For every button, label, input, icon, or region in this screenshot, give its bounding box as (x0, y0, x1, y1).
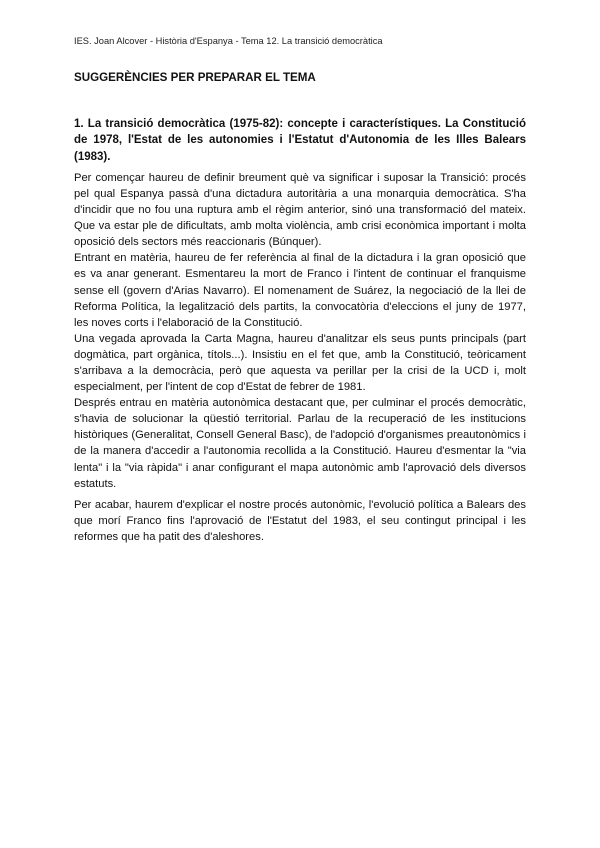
document-title: SUGGERÈNCIES PER PREPARAR EL TEMA (74, 71, 316, 84)
section-heading: 1. La transició democràtica (1975-82): concepte i característiques. La Constitució de 1978, l'Estat de les autonomies i l'Estatut d'Autonomia de les Illes Balears (1983). (74, 118, 526, 163)
running-header: IES. Joan Alcover - Història d'Espanya - Tema 12. La transició democràtica (74, 36, 383, 46)
paragraph-autonomies: Després entrau en matèria autonòmica destacant que, per culminar el procés democràtic, s'havia de solucionar la qüestió territorial. Parlau de la recuperació de les institucions històriques (Generalitat, Consell General Basc), de l'adopció d'organismes preautonòmics i de la manera d'accedir a l'autonomia recollida a la Constitució. Haureu d'esmentar la "via lenta" i la "via ràpida" i anar configurant el mapa autonòmic amb l'aprovació dels diversos estatuts. (74, 397, 526, 490)
paragraph-constitution: Una vegada aprovada la Carta Magna, haureu d'analitzar els seus punts principals (part dogmàtica, part orgànica, títols...). Insistiu en el fet que, amb la Constitució, teòricament s'arribava a la democràcia, però que aquesta va perillar per la crisi de la UCD i, molt especialment, per l'intent de cop d'Estat de febrer de 1981. (74, 332, 526, 394)
paragraph-balears: Per acabar, haurem d'explicar el nostre procés autonòmic, l'evolució política a Balears des que morí Franco fins l'aprovació de l'Estatut del 1983, el seu contingut principal i les reformes que ha patit des d'aleshores. (74, 498, 526, 543)
paragraph-end-of-dictatorship: Entrant en matèria, haureu de fer referència al final de la dictadura i la gran oposició que es va anar generant. Esmentareu la mort de Franco i l'intent de continuar el franquisme sense ell (govern d'Arias Navarro). El nomenament de Suárez, la negociació de la llei de Reforma Política, la legalització dels partits, la convocatòria d'eleccions el juny de 1977, les noves corts i l'elaboració de la Constitució. (74, 252, 526, 329)
paragraph-intro: Per començar haureu de definir breument què va significar i suposar la Transició: procés pel qual Espanya passà d'una dictadura autoritària a una monarquia democràtica. S'ha d'incidir que no fou una ruptura amb el règim anterior, sinó una transformació del mateix. Que va estar ple de dificultats, amb molta violència, amb crisi econòmica important i molta oposició dels sectors més reaccionaris (Búnquer). (74, 171, 526, 249)
section-1 (74, 116, 526, 545)
